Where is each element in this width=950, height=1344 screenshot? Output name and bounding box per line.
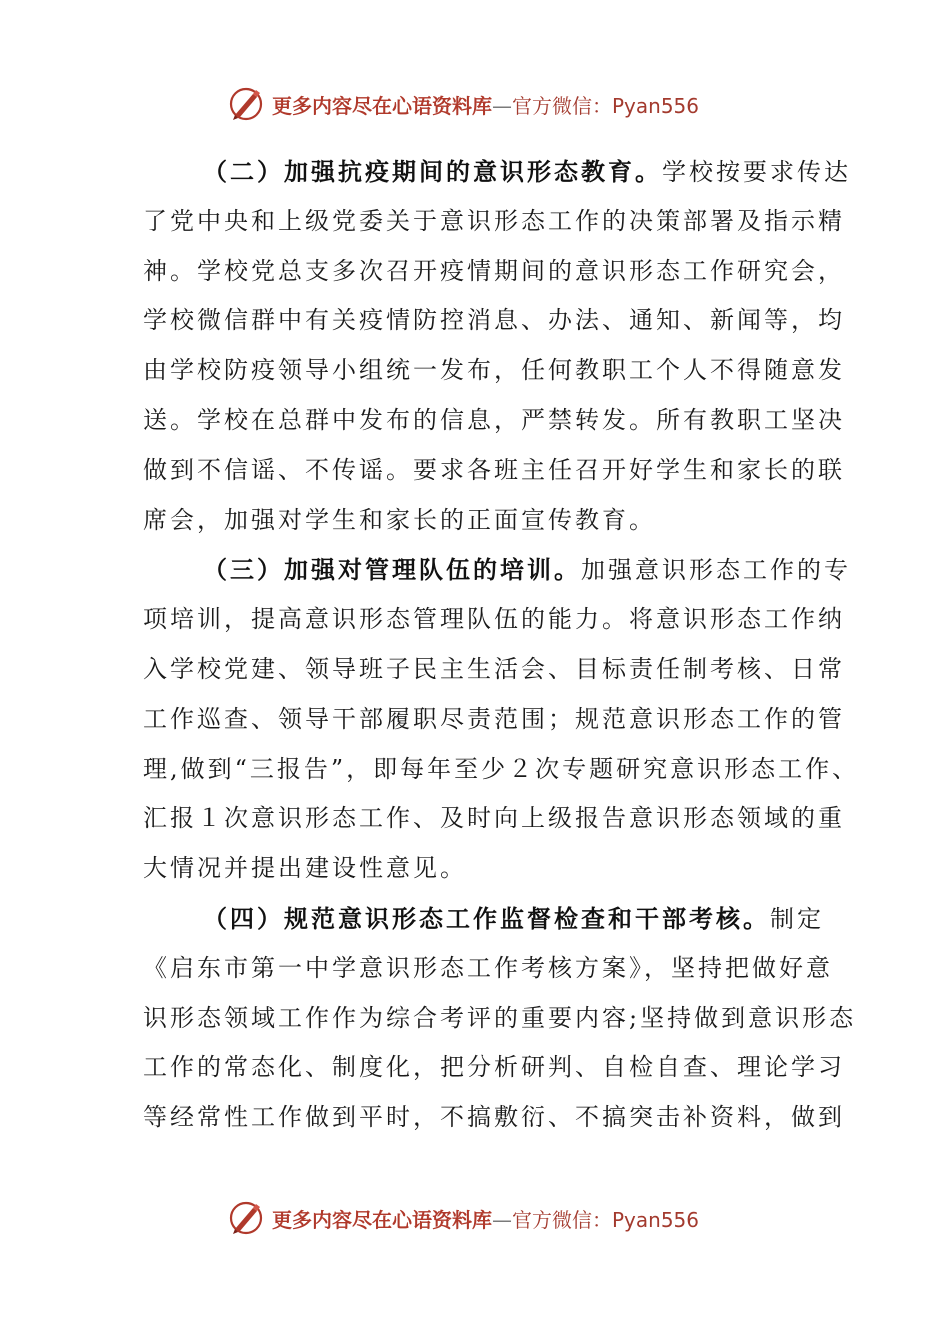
paragraph-line: 大情况并提出建设性意见。 xyxy=(143,854,467,883)
footer-banner xyxy=(226,1198,746,1238)
paragraph-line xyxy=(143,147,851,197)
header-banner xyxy=(226,84,746,124)
paragraph-line: 了党中央和上级党委关于意识形态工作的决策部署及指示精 xyxy=(143,206,845,235)
banner-wechat: 官方微信：Pyan556 xyxy=(512,1207,700,1232)
paragraph-line xyxy=(143,894,823,944)
paragraph-line: 工作巡查、领导干部履职尽责范围；规范意识形态工作的管 xyxy=(143,704,845,733)
paragraph-line: 送。学校在总群中发布的信息，严禁转发。所有教职工坚决 xyxy=(143,405,845,434)
paragraph-line: 等经常性工作做到平时，不搞敷衍、不搞突击补资料，做到 xyxy=(143,1103,845,1132)
section-heading: （四）规范意识形态工作监督检查和干部考核。 xyxy=(203,903,770,933)
paragraph-line: 《启东市第一中学意识形态工作考核方案》，坚持把做好意 xyxy=(143,953,833,982)
paragraph-text: 学校按要求传达 xyxy=(662,158,851,186)
banner-dash: — xyxy=(492,93,512,118)
banner-wechat: 官方微信：Pyan556 xyxy=(512,93,700,118)
pen-logo-icon xyxy=(226,1198,266,1238)
section-heading: （三）加强对管理队伍的培训。 xyxy=(203,555,581,585)
paragraph-line: 席会，加强对学生和家长的正面宣传教育。 xyxy=(143,505,656,534)
paragraph-line: 理,做到“三报告”，即每年至少２次专题研究意识形态工作、 xyxy=(143,754,860,783)
banner-dash: — xyxy=(492,1207,512,1232)
section-heading: （二）加强抗疫期间的意识形态教育。 xyxy=(203,157,662,186)
paragraph-line xyxy=(143,545,851,595)
paragraph-line: 工作的常态化、制度化，把分析研判、自检自查、理论学习 xyxy=(143,1053,845,1082)
banner-text xyxy=(272,90,699,119)
paragraph-text: 加强意识形态工作的专 xyxy=(581,556,851,585)
paragraph-line: 汇报１次意识形态工作、及时向上级报告意识形态领域的重 xyxy=(143,804,845,833)
paragraph-line: 学校微信群中有关疫情防控消息、办法、通知、新闻等，均 xyxy=(143,306,845,335)
paragraph-line: 项培训，提高意识形态管理队伍的能力。将意识形态工作纳 xyxy=(143,605,845,634)
paragraph-line: 神。学校党总支多次召开疫情期间的意识形态工作研究会， xyxy=(143,256,845,285)
paragraph-line: 识形态领域工作作为综合考评的重要内容;坚持做到意识形态 xyxy=(143,1003,857,1032)
pen-logo-icon xyxy=(226,84,266,124)
document-body xyxy=(143,147,860,1143)
banner-text xyxy=(272,1204,699,1233)
paragraph-text: 制定 xyxy=(770,904,824,933)
banner-site-name: 更多内容尽在心语资料库 xyxy=(272,93,492,118)
paragraph-line: 做到不信谣、不传谣。要求各班主任召开好学生和家长的联 xyxy=(143,455,845,484)
paragraph-line: 入学校党建、领导班子民主生活会、目标责任制考核、日常 xyxy=(143,654,845,683)
paragraph-line: 由学校防疫领导小组统一发布，任何教职工个人不得随意发 xyxy=(143,356,845,385)
banner-site-name: 更多内容尽在心语资料库 xyxy=(272,1207,492,1232)
